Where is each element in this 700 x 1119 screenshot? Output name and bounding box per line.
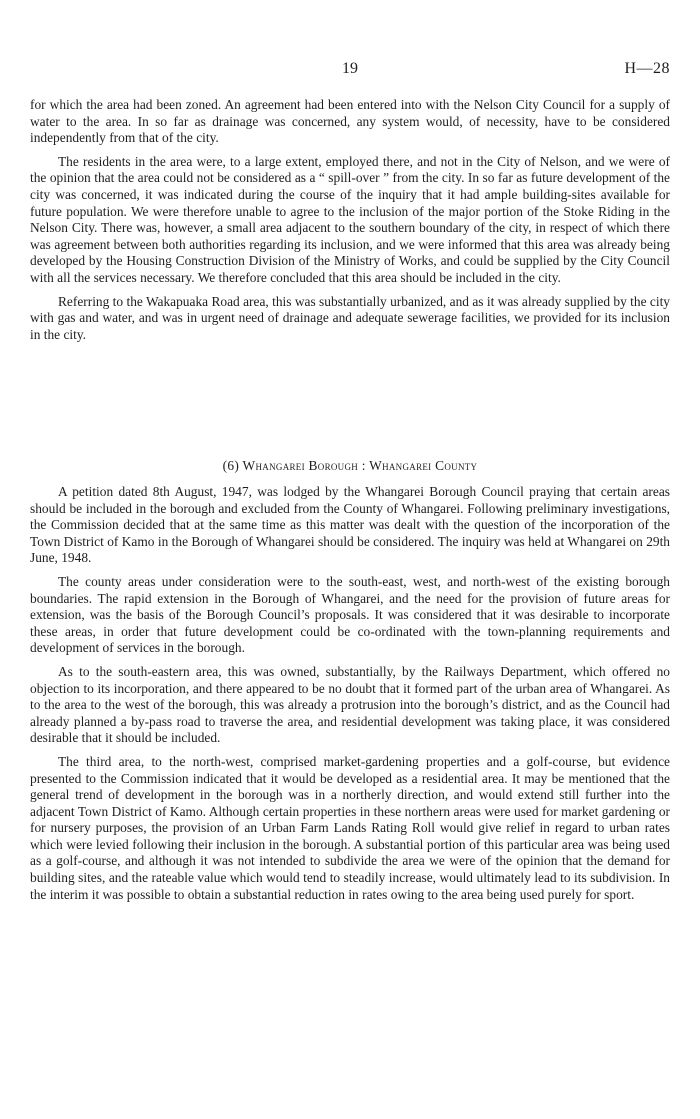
page-header bbox=[0, 60, 700, 80]
paragraph: The third area, to the north-west, comprised market-gardening properties and a golf-course, but evidence presented to the Commission indicated that it would be developed as a residential area. It may be mentioned that the general trend of development in the borough was in a northerly direction, and would extend still further into the adjacent Town District of Kamo. Although certain properties in these northern areas were used for market gardening or for nursery purposes, the provision of an Urban Farm Lands Rating Roll would give relief in regard to urban rates which were levied following their inclusion in the borough. A substantial portion of this particular area was being used as a golf-course, and although it was not intended to subdivide the area we were of the opinion that the demand for building sites, and the rateable value which would tend to steadily increase, would ultimately lead to its subdivision. In the interim it was possible to obtain a substantial reduction in rates owing to the area being used purely for sport. bbox=[30, 753, 670, 902]
paragraph: for which the area had been zoned. An agreement had been entered into with the Nelson City Council for a supply of water to the area. In so far as drainage was concerned, any system would, of necessity, have to be considered independently from that of the city. bbox=[30, 97, 670, 146]
paragraph: Referring to the Wakapuaka Road area, this was substantially urbanized, and as it was already supplied by the city with gas and water, and was in urgent need of drainage and adequate sewerage facilities, we provided for its inclusion in the city. bbox=[30, 293, 670, 342]
continued-text-block bbox=[30, 97, 670, 350]
section-text-block bbox=[30, 484, 670, 910]
paragraph: As to the south-eastern area, this was owned, substantially, by the Railways Department, which offered no objection to its incorporation, and there appeared to be no doubt that it formed part of the urban area of Whangarei. As to the area to the west of the borough, this was already a protrusion into the borough’s district, and as the Council had already planned a by-pass road to traverse the area, and residential development was taking place, it was considered desirable that it should be included. bbox=[30, 663, 670, 746]
paragraph: The county areas under consideration were to the south-east, west, and north-west of the existing borough boundaries. The rapid extension in the Borough of Whangarei, and the need for the provision of future areas for extension, was the basis of the Borough Council’s proposals. It was considered that it was desirable to incorporate these areas, in order that future development could be co-ordinated with the town-planning requirements and development of services in the borough. bbox=[30, 573, 670, 656]
document-reference: H—28 bbox=[624, 60, 670, 77]
paragraph: The residents in the area were, to a large extent, employed there, and not in the City of Nelson, and we were of the opinion that the area could not be considered as a “ spill-over ” from the city. In so far as future development of the city was concerned, it was indicated during the course of the inquiry that it had ample building-sites available for future population. We were therefore unable to agree to the inclusion of the major portion of the Stoke Riding in the Nelson City. There was, however, a small area adjacent to the southern boundary of the city, in respect of which there was agreement between both authorities regarding its inclusion, and we were informed that this area was already being developed by the Housing Construction Division of the Ministry of Works, and could be supplied by the City Council with all the services necessary. We therefore concluded that this area should be included in the city. bbox=[30, 153, 670, 285]
paragraph: A petition dated 8th August, 1947, was lodged by the Whangarei Borough Council praying that certain areas should be included in the borough and excluded from the County of Whangarei. Following preliminary investigations, the Commission decided that at the same time as this matter was dealt with the question of the incorporation of the Town District of Kamo in the Borough of Whangarei should be considered. The inquiry was held at Whangarei on 29th June, 1948. bbox=[30, 484, 670, 566]
section-heading: (6) Whangarei Borough : Whangarei County bbox=[222, 458, 478, 473]
page-number: 19 bbox=[342, 60, 358, 77]
